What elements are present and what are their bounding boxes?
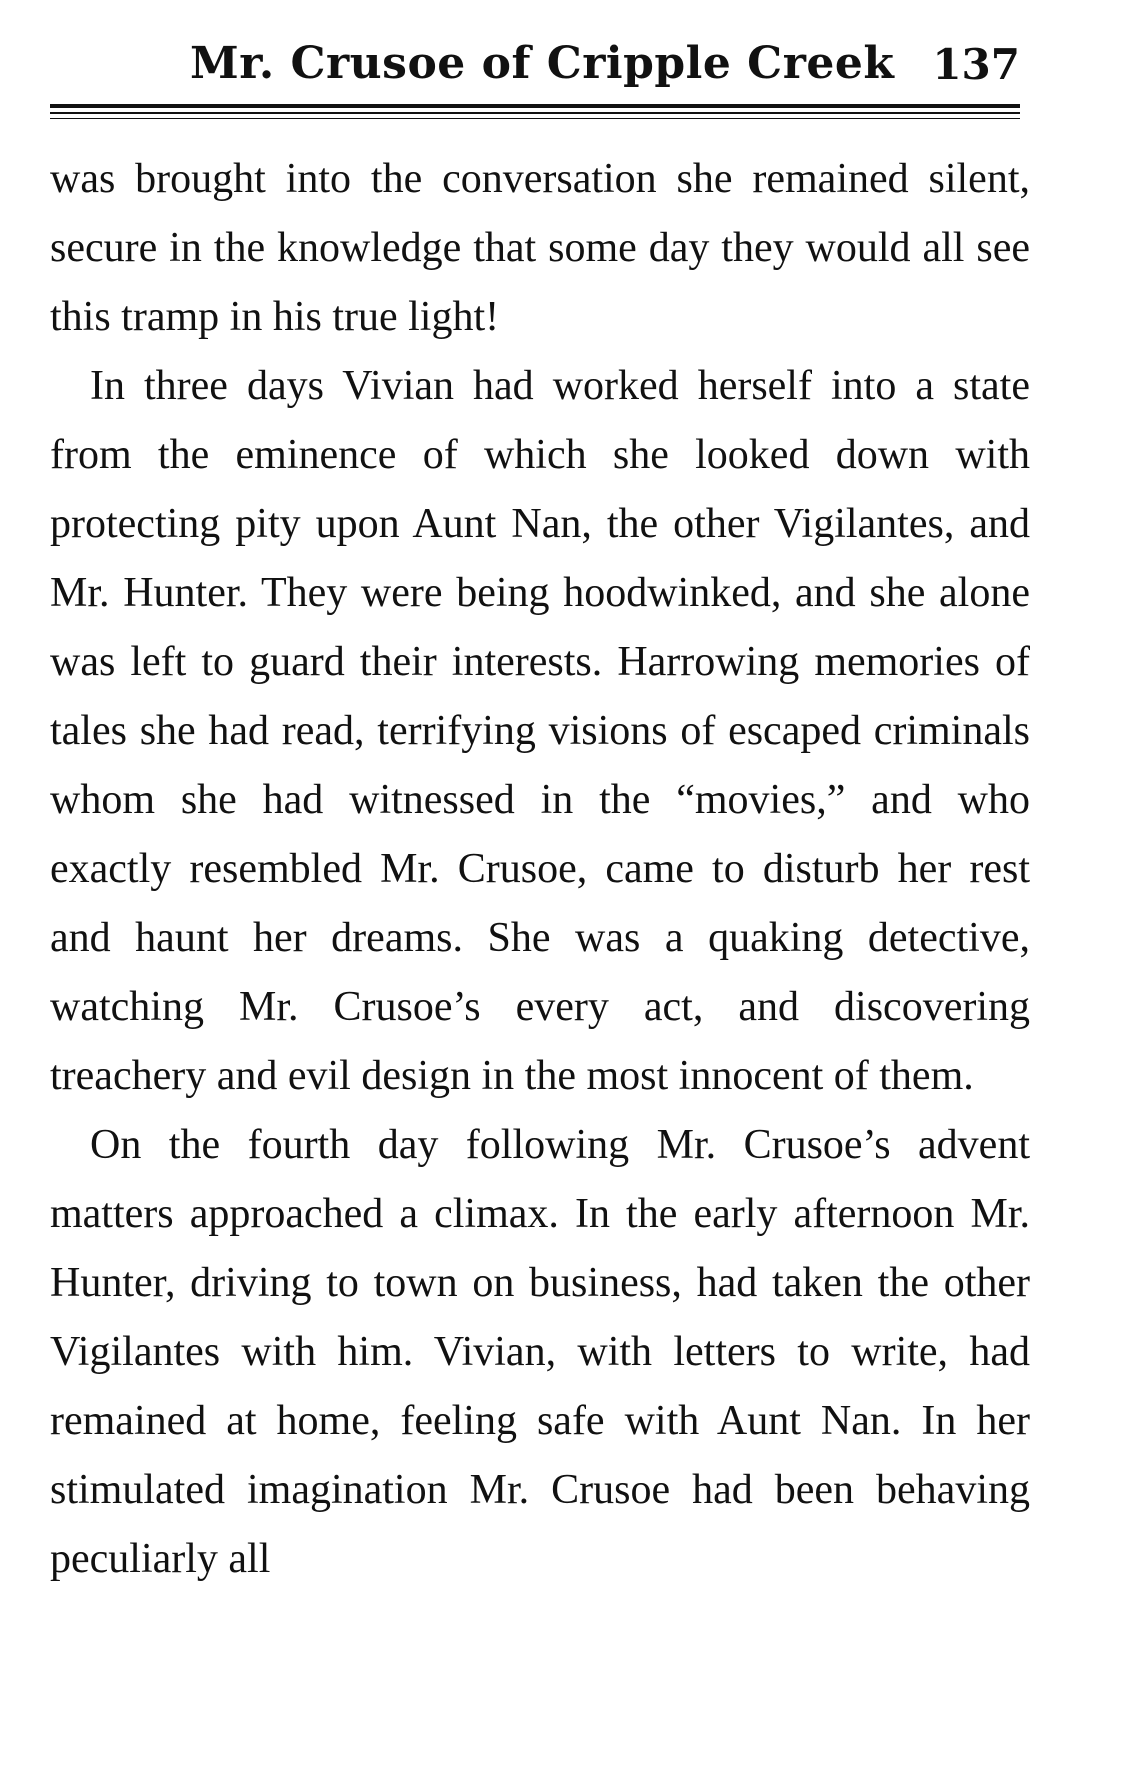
header-rule-thin — [50, 118, 1020, 119]
paragraph: In three days Vivian had worked herself into a state from the eminence of which she looked down with protecting pity upon Aunt Nan, the other Vigilantes, and Mr. Hunter. They were being hoodwinked, and she alone was left to guard their interests. Harrowing memories of tales she had read, terrifying visions of escaped criminals whom she had witnessed in the “movies,” and who exactly resembled Mr. Crusoe, came to disturb her rest and haunt her dreams. She was a quaking detective, watching Mr. Crusoe’s every act, and discovering treachery and evil design in the most innocent of them. — [50, 363, 1030, 1099]
paragraph: On the fourth day following Mr. Crusoe’s advent matters approached a climax. In the early afternoon Mr. Hunter, driving to town on business, had taken the other Vigilantes with him. Vivian, with letters to write, had remained at home, feeling safe with Aunt Nan. In her stimulated imagination Mr. Crusoe had been behaving peculiarly all — [50, 1122, 1030, 1582]
body-text — [50, 145, 1030, 1594]
book-page — [50, 30, 1050, 1740]
header-rule-thick — [50, 104, 1020, 108]
page-header — [50, 30, 1050, 100]
header-rule-middle — [50, 112, 1020, 114]
page-number: 137 — [932, 40, 1020, 89]
paragraph-continued: was brought into the conversation she remained silent, secure in the knowledge that some day they would all see this tramp in his true light! — [50, 156, 1030, 340]
running-title: Mr. Crusoe of Cripple Creek — [190, 38, 895, 89]
